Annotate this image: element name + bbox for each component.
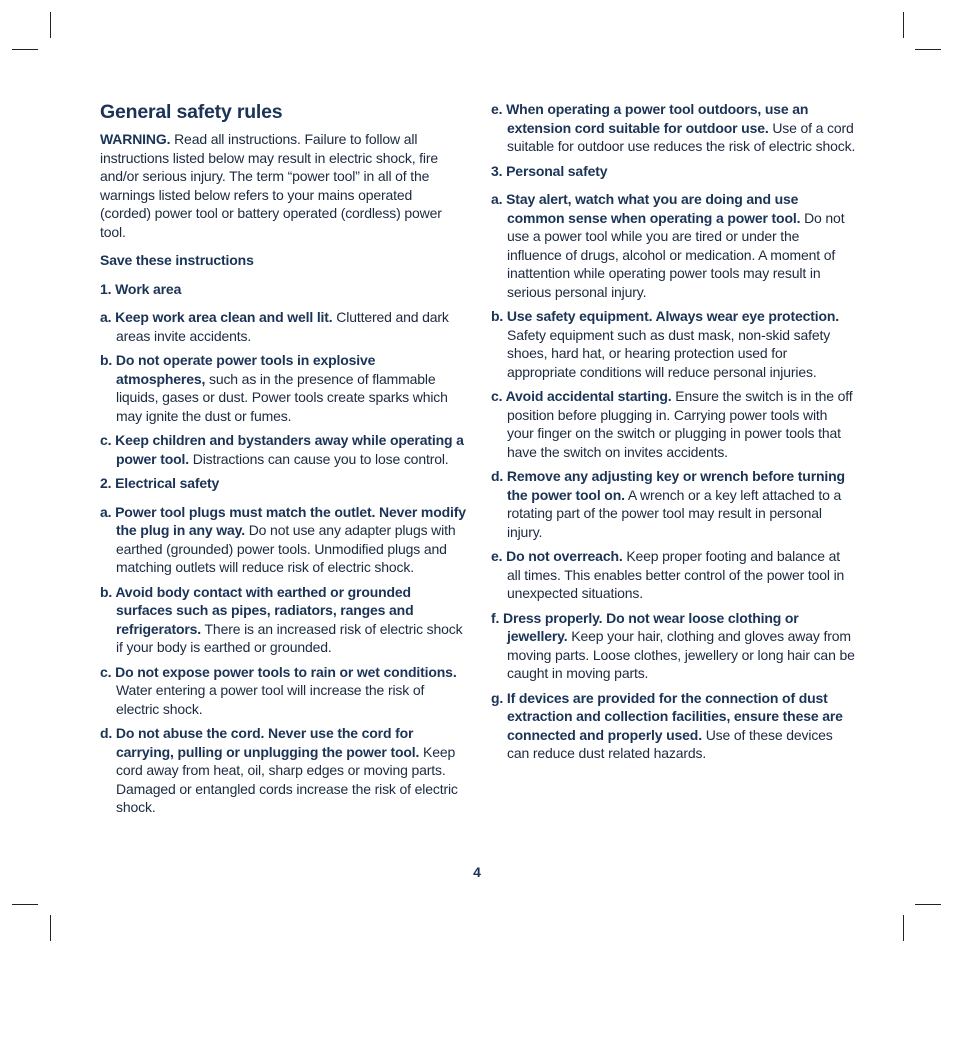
rule-label: c. Keep children and bystanders away while operating a power tool. bbox=[100, 432, 464, 467]
rule-3e bbox=[491, 547, 857, 603]
rule-2d bbox=[100, 724, 466, 817]
crop-mark bbox=[903, 915, 904, 941]
section-electrical-safety: 2. Electrical safety bbox=[100, 475, 220, 491]
rule-label: d. Do not abuse the cord. Never use the cord for carrying, pulling or unplugging the power tool. bbox=[100, 725, 420, 760]
rule-label: e. When operating a power tool outdoors, use an extension cord suitable for outdoor use. bbox=[491, 101, 809, 136]
rule-label: b. Do not operate power tools in explosive atmospheres, bbox=[100, 352, 376, 387]
rule-label: a. Keep work area clean and well lit. bbox=[100, 309, 333, 325]
page-title: General safety rules bbox=[100, 101, 283, 123]
rule-label: a. Power tool plugs must match the outlet. Never modify the plug in any way. bbox=[100, 503, 466, 538]
rule-text: A wrench or a key left attached to a rotating part of the power tool may result in personal injury. bbox=[507, 486, 842, 540]
rule-2a bbox=[100, 503, 466, 577]
rule-3f bbox=[491, 609, 857, 683]
rule-text: Keep cord away from heat, oil, sharp edges or moving parts. Damaged or entangled cords increase the risk of electric shock. bbox=[116, 743, 458, 815]
crop-mark bbox=[915, 904, 941, 905]
right-column bbox=[491, 100, 857, 769]
rule-label: c. Avoid accidental starting. bbox=[491, 388, 672, 404]
warning-label: WARNING. bbox=[100, 131, 171, 147]
warning-text: Read all instructions. Failure to follow all instructions listed below may result in electric shock, fire and/or serious injury. The term “power tool” in all of the warnings listed below refers to your mains operated (corded) power tool or battery operated (cordless) power tool. bbox=[100, 131, 442, 240]
crop-mark bbox=[50, 12, 51, 38]
rule-2c bbox=[100, 663, 466, 719]
section-work-area: 1. Work area bbox=[100, 280, 182, 297]
rule-3a bbox=[491, 190, 857, 301]
rule-text: There is an increased risk of electric shock if your body is earthed or grounded. bbox=[116, 620, 463, 655]
rule-text: Keep proper footing and balance at all times. This enables better control of the power tool in unexpected situations. bbox=[507, 548, 845, 601]
rule-label: b. Avoid body contact with earthed or grounded surfaces such as pipes, radiators, ranges and refrigerators. bbox=[100, 583, 414, 637]
left-column bbox=[100, 100, 466, 823]
save-instructions: Save these instructions bbox=[100, 252, 254, 268]
rule-text: Distractions can cause you to lose control. bbox=[189, 450, 449, 467]
rule-label: e. Do not overreach. bbox=[491, 548, 623, 564]
page-number: 4 bbox=[473, 864, 481, 880]
crop-mark bbox=[12, 49, 38, 50]
rule-3c bbox=[491, 387, 857, 461]
rule-2b bbox=[100, 583, 466, 657]
rule-text: Cluttered and dark areas invite accidents. bbox=[116, 309, 449, 344]
rule-3d bbox=[491, 467, 857, 541]
rule-label: f. Dress properly. Do not wear loose clothing or jewellery. bbox=[491, 609, 799, 644]
rule-label: b. Use safety equipment. Always wear eye protection. bbox=[491, 308, 840, 324]
rule-text: Use of a cord suitable for outdoor use reduces the risk of electric shock. bbox=[507, 119, 856, 154]
rule-label: c. Do not expose power tools to rain or wet conditions. bbox=[100, 663, 457, 680]
rule-label: a. Stay alert, watch what you are doing and use common sense when operating a power tool. bbox=[491, 191, 801, 226]
rule-3g bbox=[491, 689, 857, 763]
rule-text: Safety equipment such as dust mask, non-skid safety shoes, hard hat, or hearing protection used for appropriate conditions will reduce personal injuries. bbox=[507, 326, 831, 380]
rule-1a bbox=[100, 308, 466, 345]
rule-text: such as in the presence of flammable liquids, gases or dust. Power tools create sparks which may ignite the dust or fumes. bbox=[116, 370, 448, 424]
rule-label: d. Remove any adjusting key or wrench before turning the power tool on. bbox=[491, 468, 845, 503]
rule-text: Ensure the switch is in the off position before plugging in. Carrying power tools with your finger on the switch or plugging in power tools that have the switch on invites accidents. bbox=[507, 388, 853, 460]
rule-text: Water entering a power tool will increase the risk of electric shock. bbox=[116, 682, 425, 717]
crop-mark bbox=[915, 49, 941, 50]
rule-text: Use of these devices can reduce dust related hazards. bbox=[507, 726, 833, 761]
rule-text: Do not use a power tool while you are tired or under the influence of drugs, alcohol or medication. A moment of inattention while operating power tools may result in serious personal injury. bbox=[507, 209, 845, 300]
rule-1c bbox=[100, 431, 466, 468]
rule-label: g. If devices are provided for the connection of dust extraction and collection facilities, ensure these are connected and properly used. bbox=[491, 689, 843, 743]
rule-1b bbox=[100, 351, 466, 425]
warning-paragraph bbox=[100, 130, 466, 241]
rule-text: Keep your hair, clothing and gloves away from moving parts. Loose clothes, jewellery or long hair can be caught in moving parts. bbox=[507, 628, 855, 681]
rule-text: Do not use any adapter plugs with earthed (grounded) power tools. Unmodified plugs and matching outlets will reduce risk of electric shock. bbox=[116, 522, 456, 575]
rule-3b bbox=[491, 307, 857, 381]
crop-mark bbox=[50, 915, 51, 941]
crop-mark bbox=[903, 12, 904, 38]
section-personal-safety: 3. Personal safety bbox=[491, 162, 608, 179]
crop-mark bbox=[12, 904, 38, 905]
rule-2e bbox=[491, 100, 857, 156]
